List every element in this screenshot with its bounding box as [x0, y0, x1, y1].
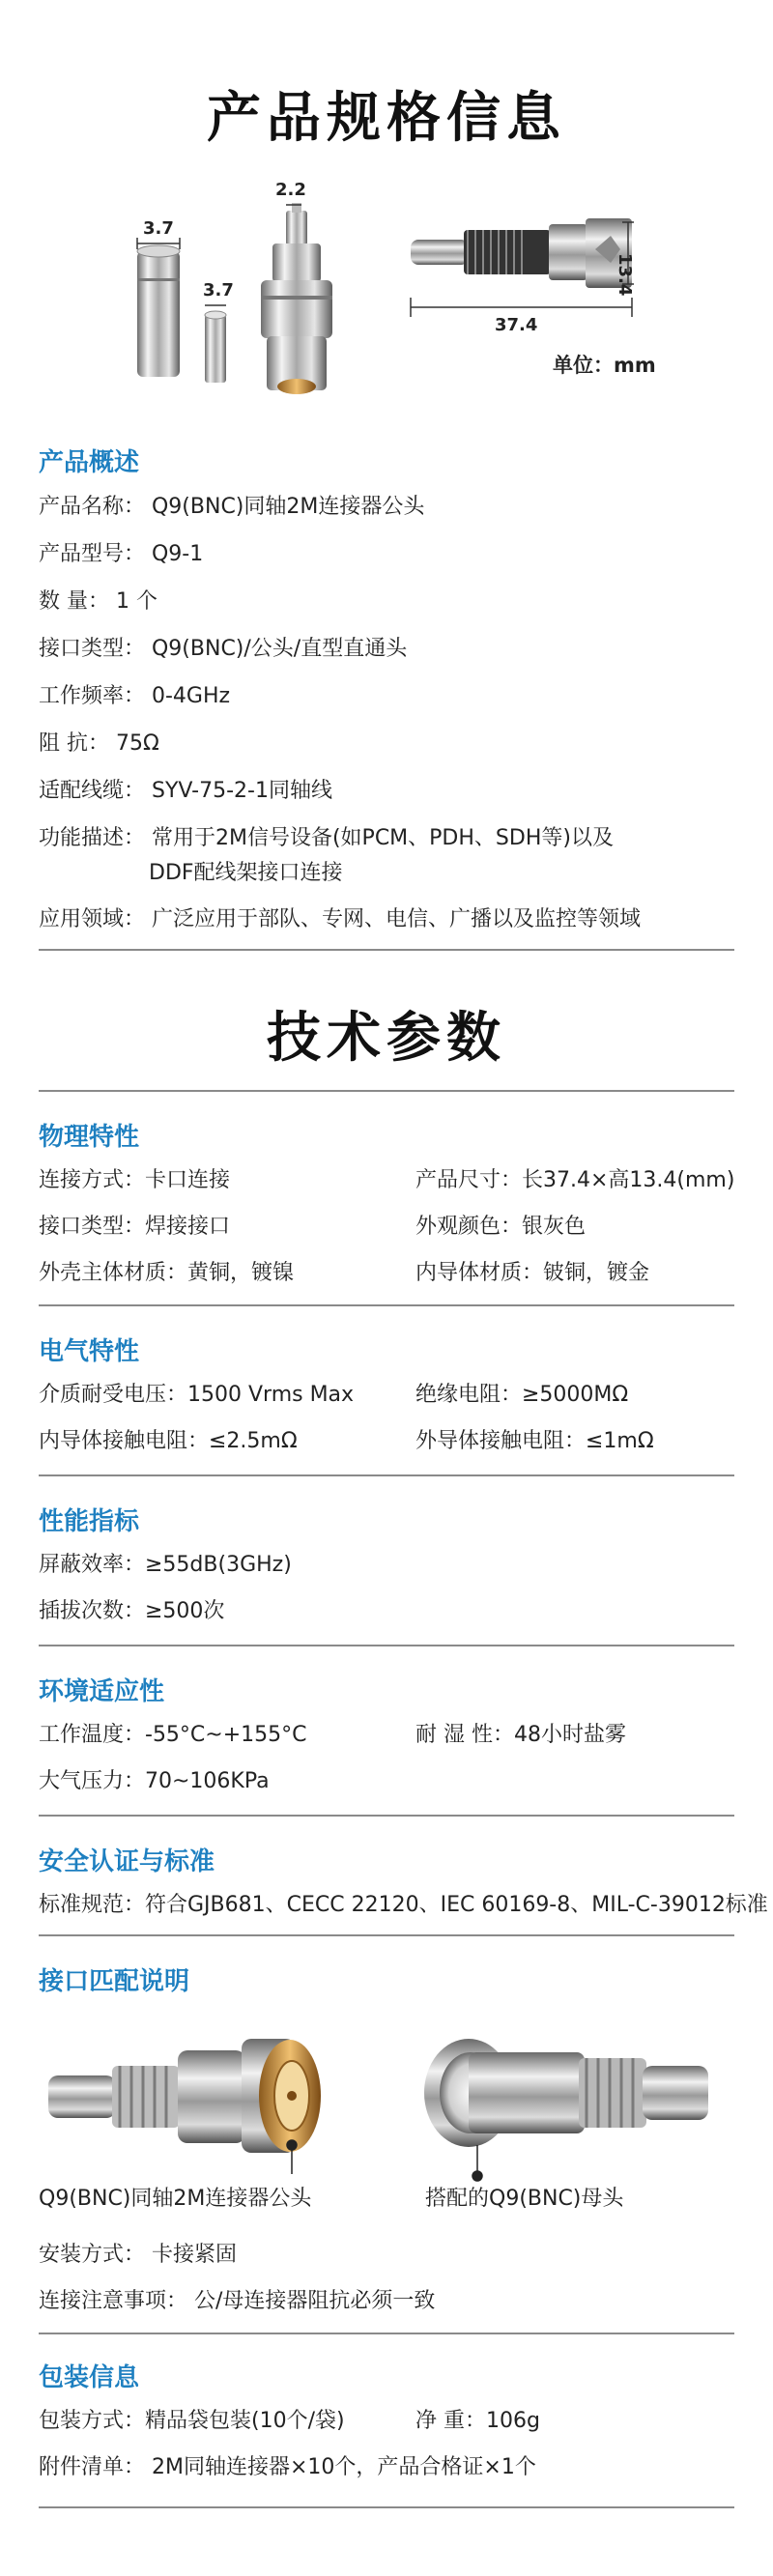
- divider: [39, 2506, 734, 2508]
- electrical-outer-resistance: 外导体接触电阻：≤1mΩ: [415, 1429, 654, 1453]
- packaging-method: 包装方式：精品袋包装(10个/袋): [39, 2409, 345, 2433]
- divider: [39, 1304, 734, 1306]
- environment-humidity: 耐 湿 性：48小时盐雾: [415, 1723, 626, 1747]
- interface-heading: 接口匹配说明: [39, 1967, 190, 1996]
- divider: [39, 1474, 734, 1476]
- caption-male: Q9(BNC)同轴2M连接器公头: [39, 2187, 312, 2211]
- electrical-inner-resistance: 内导体接触电阻：≤2.5mΩ: [39, 1429, 298, 1453]
- dim-height: 13.4: [615, 253, 635, 297]
- tech-title: 技术参数: [267, 1007, 506, 1070]
- unit-label: 单位：mm: [553, 354, 656, 377]
- electrical-heading: 电气特性: [39, 1337, 140, 1366]
- environment-temperature: 工作温度：-55°C~+155°C: [39, 1723, 307, 1747]
- divider: [39, 1090, 734, 1092]
- physical-size: 产品尺寸：长37.4×高13.4(mm): [415, 1168, 735, 1192]
- performance-shielding: 屏蔽效率：≥55dB(3GHz): [39, 1553, 292, 1577]
- overview-heading: 产品概述: [39, 448, 140, 477]
- overview-model: 产品型号： Q9-1: [39, 542, 204, 566]
- physical-connection: 连接方式：卡口连接: [39, 1168, 231, 1192]
- dim-pin-tip: 2.2: [275, 180, 306, 200]
- callout-lines: [0, 2029, 773, 2184]
- safety-standards: 标准规范：符合GJB681、CECC 22120、IEC 60169-8、MIL-C-39012标准: [39, 1893, 768, 1917]
- environment-pressure: 大气压力：70~106KPa: [39, 1769, 270, 1793]
- overview-quantity: 数 量： 1 个: [39, 589, 157, 614]
- environment-heading: 环境适应性: [39, 1677, 165, 1706]
- divider: [39, 2333, 734, 2334]
- overview-cable: 适配线缆： SYV-75-2-1同轴线: [39, 779, 332, 803]
- divider: [39, 1815, 734, 1817]
- physical-shell: 外壳主体材质：黄铜，镀镍: [39, 1261, 295, 1285]
- physical-heading: 物理特性: [39, 1123, 140, 1152]
- physical-color: 外观颜色：银灰色: [415, 1215, 587, 1239]
- dim-ferrule: 3.7: [143, 218, 174, 239]
- packaging-weight: 净 重：106g: [415, 2409, 540, 2433]
- caption-female: 搭配的Q9(BNC)母头: [425, 2187, 624, 2211]
- electrical-insulation: 绝缘电阻：≥5000MΩ: [415, 1383, 629, 1407]
- divider: [39, 1934, 734, 1936]
- interface-install: 安装方式： 卡接紧固: [39, 2243, 237, 2267]
- packaging-accessories: 附件清单： 2M同轴连接器×10个，产品合格证×1个: [39, 2455, 536, 2479]
- performance-cycles: 插拔次数：≥500次: [39, 1599, 225, 1623]
- safety-heading: 安全认证与标准: [39, 1847, 215, 1876]
- packaging-heading: 包装信息: [39, 2363, 140, 2392]
- divider: [39, 1645, 734, 1646]
- overview-function: 功能描述： 常用于2M信号设备(如PCM、PDH、SDH等)以及: [39, 826, 614, 850]
- spec-title: 产品规格信息: [207, 87, 566, 150]
- physical-interface: 接口类型：焊接接口: [39, 1215, 231, 1239]
- interface-note: 连接注意事项： 公/母连接器阻抗必须一致: [39, 2289, 436, 2313]
- overview-name: 产品名称： Q9(BNC)同轴2M连接器公头: [39, 495, 425, 519]
- dimension-lines: [0, 0, 773, 406]
- divider: [39, 949, 734, 951]
- performance-heading: 性能指标: [39, 1507, 140, 1536]
- overview-interface: 接口类型： Q9(BNC)/公头/直型直通头: [39, 637, 408, 661]
- overview-impedance: 阻 抗： 75Ω: [39, 731, 159, 756]
- overview-function-cont: DDF配线架接口连接: [149, 861, 343, 885]
- electrical-voltage: 介质耐受电压：1500 Vrms Max: [39, 1383, 355, 1407]
- dim-pin: 3.7: [203, 280, 234, 301]
- overview-application: 应用领域： 广泛应用于部队、专网、电信、广播以及监控等领域: [39, 907, 641, 931]
- overview-frequency: 工作频率： 0-4GHz: [39, 684, 231, 708]
- dim-length: 37.4: [495, 315, 538, 335]
- physical-inner: 内导体材质：铍铜，镀金: [415, 1261, 650, 1285]
